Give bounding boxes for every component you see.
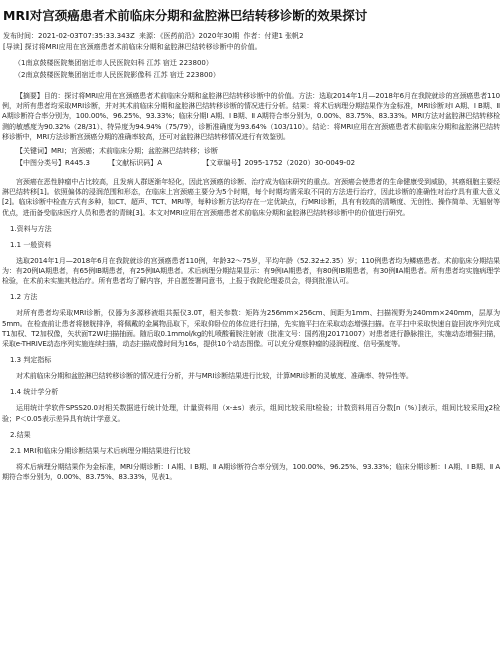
section-text: 运用统计学软件SPSS20.0对相关数据进行统计处理，计量资料用（x-±s）表示，组间比较采用t检验；计数资料用百分数[n（%）]表示，组间比较采用χ2检验；P＜0.05表示差异具有统计学意义。 [2,404,500,423]
article-source: 来源：《医药前沿》2020年30期 [139,32,240,40]
section-heading: 1.资料与方法 [10,224,52,233]
article-title: MRI对宫颈癌患者术前临床分期和盆腔淋巴结转移诊断的效果探讨 [3,8,368,23]
section-heading: 1.1 一般资料 [10,240,52,249]
affiliation-1: （1南京鼓楼医院集团宿迁市人民医院妇科 江苏 宿迁 223800） [14,59,213,67]
introduction: 宫颈癌在恶性肿瘤中占比较高，且发病人群逐渐年轻化，因此宫颈癌的诊断、治疗成为临床研究的重点。宫颈癌会使患者的生命健康受到威胁，其癌细胞主要经淋巴结转移[1]。依照偏体的浸润范围和形态，在临床上宫颈癌主要分为5个时期，每个时期均需采取不同的方法进行治疗，因此诊断的准确性对治疗具有重大意义[2]。临床诊断中检查方式有多种，如CT、超声、TCT、MRI等，每种诊断方法均存在一定优缺点，行MRI诊断，具有有较高的清晰度、无创性、操作简单、无辐射等优点，进而备受临床医疗人员和患者的青睐[3]。本文对MRI应用在宫颈癌患者术前临床分期和盆腔淋巴结转移诊断中的价值进行研究。 [2,178,500,217]
abstract: 【摘要】目的：探讨将MRI应用在宫颈癌患者术前临床分期和盆腔淋巴结转移诊断中的价值。方法：选取2014年1月—2018年6月在我院就诊的宫颈癌患者110例，对所有患者均采取MRI诊断，并对其术前临床分期和盆腔淋巴结转移诊断的情况进行分析。结果：将术后病理分期结果作为金标准，MRI诊断对Ⅰ A期、Ⅰ B期、Ⅱ A期诊断符合率分别为，100.00%、96.25%、93.33%；临床分期Ⅰ A期、Ⅰ B期、Ⅱ A期符合率分别为，0.00%、83.75%、83.33%。MRI方法对盆腔淋巴结转移检测的敏感度为90.32%（28/31）、特异度为94.94%（75/79），诊断准确度为93.64%（103/110）。结论：将MRI应用在宫颈癌患者术前临床分期和盆腔淋巴结转移诊断中，MRI方法诊断宫颈癌分期的准确率较高，还可对盆腔淋巴结转移情况进行有效鉴别。 [2,92,500,141]
keywords: 【关键词】MRI；宫颈癌；术前临床分期；盆腔淋巴结转移；诊断 [16,147,218,156]
section-text: 对术前临床分期和盆腔淋巴结转移诊断的情况进行分析，并与MRI诊断结果进行比较，计算MRI诊断的灵敏度、准确率、特异性等。 [16,372,413,381]
section-heading: 1.4 统计学分析 [10,388,59,397]
section-heading: 2.结果 [10,430,31,439]
section-heading: 1.3 判定指标 [10,356,52,365]
publish-time: 发布时间：2021-02-03T07:35:33.343Z [3,32,135,40]
clc-number: 【中图分类号】R445.3 [16,159,90,168]
section-text: 选取2014年1月—2018年6月在我院就诊的宫颈癌患者110例，年龄32～75岁，平均年龄（52.32±2.35）岁；110例患者均为鳞癌患者。术前临床分期结果为：有20例ⅠA期患者，有65例ⅠB期患者，有25例ⅡA期患者。术后病理分期结果显示：有9例ⅠA期患者，有80例ⅠB期患者，有30例ⅡA期患者。所有患者均实施病理学检验，在术前未实施其他治疗。所有患者均了解内容，并自愿签署同意书，上报于我院伦理委员会，得到批准认可。 [2,256,500,286]
section-text: 将术后病理分期结果作为金标准，MRI分期诊断：Ⅰ A期、Ⅰ B期、Ⅱ A期诊断符合率分别为，100.00%、96.25%、93.33%；临床分期诊断：Ⅰ A期、Ⅰ B期、Ⅱ A期符合率分别为，0.00%、83.75%、83.33%，见表1。 [2,462,500,482]
article-guide: [导读] 探讨将MRI应用在宫颈癌患者术前临床分期和盆腔淋巴结转移诊断中的价值。 [3,43,262,51]
article-meta [3,31,500,41]
section-heading: 2.1 MRI和临床分期诊断结果与术后病理分期结果进行比较 [10,446,191,455]
section-heading: 1.2 方法 [10,293,38,302]
section-text: 对所有患者均采取MRI诊断，仪器为多源移液组共振仪3.0T，相关参数：矩阵为256mm×256cm、间距为1mm、扫描视野为240mm×240mm，层厚为5mm。在检查前让患者将膀胱排净，将佩戴的金属物品取下，采取仰卧位的体位进行扫描，先实施平扫在采取动态增强扫描。在平扫中采取快速自旋回波序列完成T1加权、T2加权像，矢状面T2WI扫描抽面。随后取0.1mmol/kg的钆喷酸葡胺注射液（批准文号：国药准J20171007）对患者进行静脉推注，实施动态增强扫描，采取e-THRIVE动态序列实施连续扫描，动态扫描成像时间为16s，提供10个动态图像。可以充分观察肿瘤的浸润程度、信号强度等。 [2,309,500,349]
article-author: 作者：付建1 张帆2 [243,32,304,40]
document-code: 【文献标识码】A [108,159,163,168]
classification-row [16,158,500,168]
article-number: 【文章编号】2095-1752（2020）30-0049-02 [202,159,356,168]
affiliation-2: （2南京鼓楼医院集团宿迁市人民医院影像科 江苏 宿迁 223800） [14,71,220,79]
